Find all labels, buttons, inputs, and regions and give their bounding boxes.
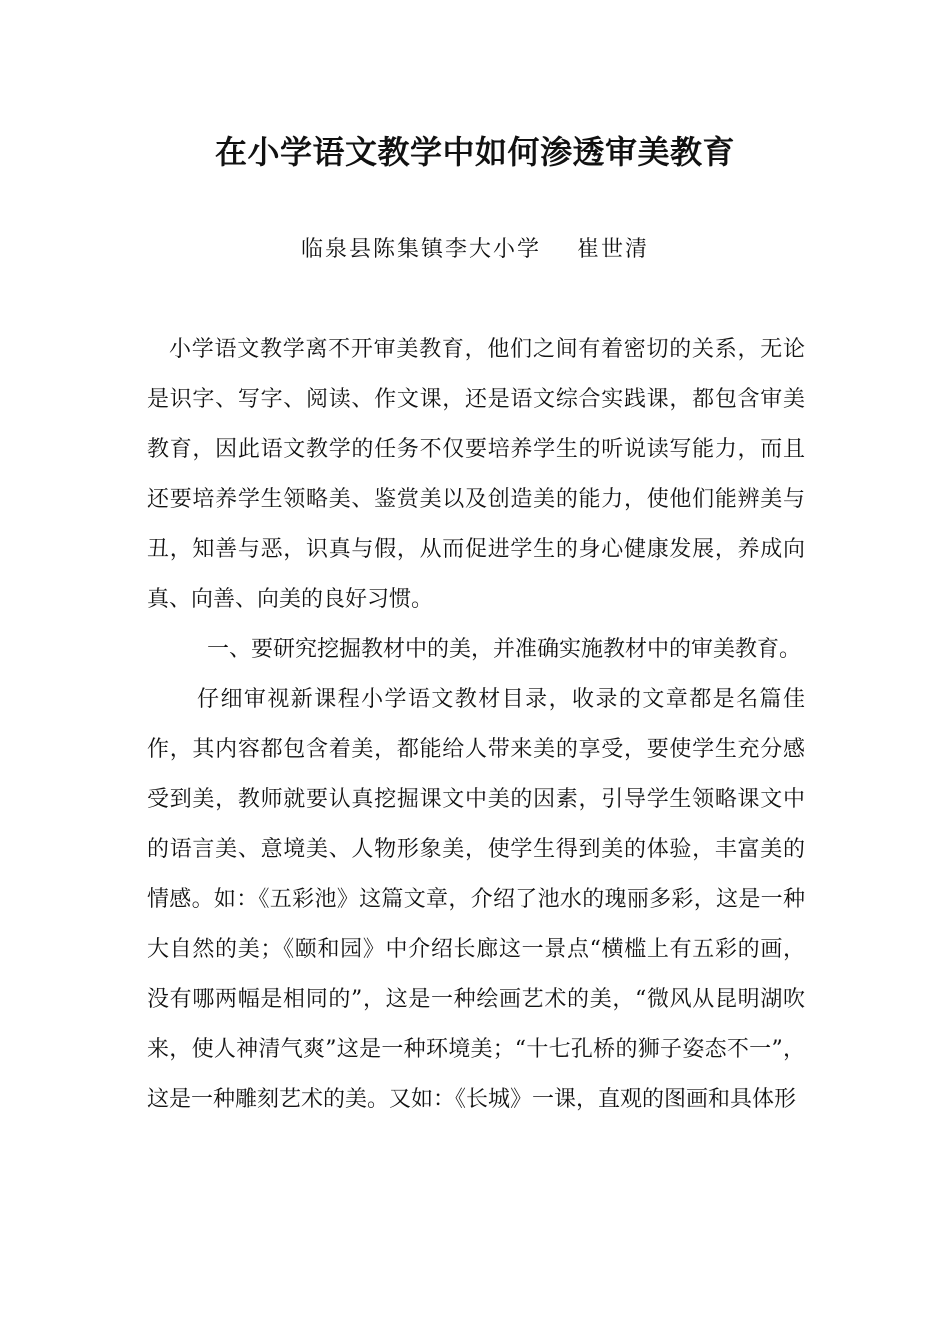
- author-line: 临泉县陈集镇李大小学 崔世清: [301, 237, 649, 262]
- paragraph-body: 仔细审视新课程小学语文教材目录，收录的文章都是名篇佳作，其内容都包含着美，都能给人带来美的享受，要使学生充分感受到美，教师就要认真挖掘课文中美的因素，引导学生领略课文中的语言美、意境美、人物形象美，使学生得到美的体验，丰富美的情感。如：《五彩池》这篇文章，介绍了池水的瑰丽多彩，这是一种大自然的美；《颐和园》中介绍长廊这一景点“横槛上有五彩的画，没有哪两幅是相同的”，这是一种绘画艺术的美，“微风从昆明湖吹来，使人神清气爽”这是一种环境美；“十七孔桥的狮子姿态不一”，这是一种雕刻艺术的美。又如：《长城》一课，直观的图画和具体形: [147, 687, 805, 1112]
- paragraph-intro: 小学语文教学离不开审美教育，他们之间有着密切的关系，无论是识字、写字、阅读、作文课，还是语文综合实践课，都包含审美教育，因此语文教学的任务不仅要培养学生的听说读写能力，而且还要培养学生领略美、鉴赏美以及创造美的能力，使他们能辨美与丑，知善与恶，识真与假，从而促进学生的身心健康发展，养成向真、向善、向美的良好习惯。: [147, 337, 805, 612]
- document-title: 在小学语文教学中如何渗透审美教育: [214, 133, 735, 171]
- document-body: [147, 325, 805, 1125]
- section-heading: 一、要研究挖掘教材中的美，并准确实施教材中的审美教育。: [207, 637, 802, 662]
